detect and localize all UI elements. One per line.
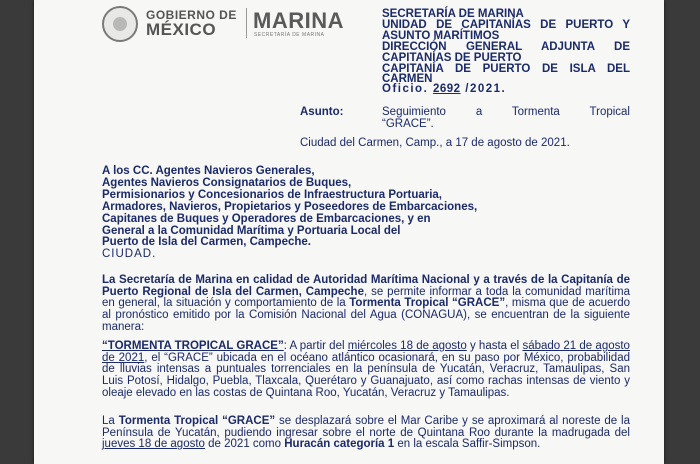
- oficio-number: 2692: [432, 83, 461, 95]
- asunto-line-1: Seguimiento a Tormenta Tropical: [382, 106, 630, 118]
- forecast-text-3: , el “GRACE” ubicada en el océano atlántico ocasionará, en su paso por México, probabilidad de lluvias intensas a puntuales torrenciales en la península de Yucatán, Veracruz, Tamaulipas, San Luis Potosí, Hidalgo, Puebla, Tlaxcala, Querétaro y Guanajuato, así como rachas intensas de viento y oleaje elevado en las costas de Quintana Roo, Yucatán, Veracruz y Tamaulipas.: [102, 351, 630, 399]
- addressee-line-7: Puerto de Isla del Carmen, Campeche.: [102, 236, 311, 248]
- addressee-line-5: Capitanes de Buques y Operadores de Embarcaciones, y en: [102, 213, 431, 225]
- header-line-6: CAPITANÍA DE PUERTO DE ISLA DEL: [382, 63, 630, 75]
- marina-logo-subtitle: SECRETARÍA DE MARINA: [254, 32, 325, 38]
- logo-divider: [246, 8, 247, 38]
- document-page: [34, 0, 664, 464]
- intro-bold: La Secretaría de Marina en calidad de Autoridad Marítima Nacional y a través de la Capitanía de Puerto Regional de Isla del Carmen, Campeche: [102, 274, 630, 298]
- oficio-label: Oficio.: [382, 83, 429, 95]
- addressee-line-4: Armadores, Navieros, Propietarios y Poseedores de Embarcaciones,: [102, 201, 478, 213]
- oficio-reference: [382, 83, 506, 95]
- trajectory-text-0: La: [102, 415, 119, 427]
- oficio-year: /2021.: [465, 83, 507, 95]
- asunto-label: Asunto:: [300, 106, 344, 118]
- forecast-date-2: sábado 21 de agosto de 2021: [102, 340, 630, 364]
- forecast-date-1: miércoles 18 de agosto: [347, 340, 467, 352]
- trajectory-storm-name: Tormenta Tropical “GRACE”: [118, 415, 276, 427]
- gobierno-logo-line1: GOBIERNO DE: [146, 8, 237, 22]
- addressee-line-2: Agentes Navieros Consignatarios de Buques,: [102, 177, 352, 189]
- forecast-text-2: y hasta el: [466, 340, 523, 352]
- gobierno-logo-line2: MÉXICO: [146, 20, 217, 39]
- intro-storm-name: Tormenta Tropical “GRACE”: [349, 297, 506, 310]
- asunto-line-2: “GRACE”.: [382, 118, 434, 130]
- trajectory-date: jueves 18 de agosto: [102, 438, 205, 451]
- header-line-3: ASUNTO MARÍTIMOS: [382, 30, 500, 42]
- trajectory-text-1: se desplazará sobre el Mar Caribe y se aproximará al noreste de la Península de Yucatán, pudiendo ingresar sobre el norte de Quintana Roo durante la madrugada del: [102, 415, 630, 439]
- header-line-1: SECRETARÍA DE MARINA: [382, 8, 524, 20]
- addressee-line-1: A los CC. Agentes Navieros Generales,: [102, 165, 315, 177]
- intro-text-2: , misma que de acuerdo al pronóstico emitido por la Comisión Nacional del Agua (CONAGUA), se encuentran de la siguiente manera:: [102, 297, 630, 333]
- addressee-line-6: General a la Comunidad Marítima y Portuaria Local del: [102, 225, 401, 237]
- intro-text-1: , se permite informar a toda la comunidad marítima en general, la situación y comportamiento de la: [102, 285, 630, 310]
- paragraph-forecast: [102, 341, 630, 400]
- date-line: Ciudad del Carmen, Camp., a 17 de agosto de 2021.: [300, 137, 570, 149]
- marina-logo: MARINA: [253, 8, 344, 33]
- addressee-line-3: Permisionarios y Concesionarios de Infraestructura Portuaria,: [102, 189, 442, 201]
- paragraph-trajectory: [102, 416, 630, 451]
- header-line-2: UNIDAD DE CAPITANÍAS DE PUERTO Y: [382, 19, 630, 31]
- header-line-4: DIRECCIÓN GENERAL ADJUNTA DE: [382, 41, 630, 53]
- forecast-text-1: : A partir del: [283, 340, 348, 352]
- ciudad-line: CIUDAD.: [102, 248, 157, 260]
- header-line-5: CAPITANÍAS DE PUERTO: [382, 52, 522, 64]
- forecast-heading: “TORMENTA TROPICAL GRACE”: [102, 340, 284, 352]
- government-seal-icon: [102, 6, 138, 42]
- header-line-7: CARMEN: [382, 73, 433, 85]
- trajectory-hurricane: Huracán categoría 1: [284, 438, 395, 451]
- trajectory-text-2: de 2021 como: [204, 438, 285, 451]
- paragraph-intro: [102, 275, 630, 334]
- trajectory-text-3: en la escala Saffir-Simpson.: [394, 438, 541, 451]
